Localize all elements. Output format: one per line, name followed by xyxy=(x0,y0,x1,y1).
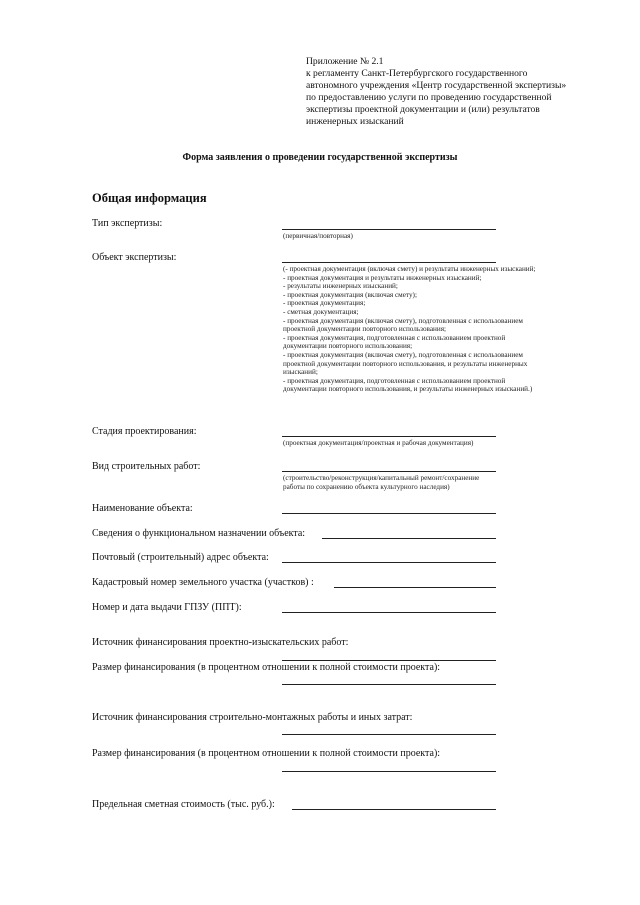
hint-line: проектной документации повторного использования, и результаты инженерных xyxy=(283,359,528,368)
finance-size-design-field[interactable] xyxy=(282,684,496,685)
expertise-object-hint xyxy=(283,265,535,394)
address-label: Почтовый (строительный) адрес объекта: xyxy=(92,552,269,563)
appendix-line: к регламенту Санкт-Петербургского государственного xyxy=(306,68,528,79)
hint-line: (строительство/реконструкция/капитальный ремонт/сохранение xyxy=(283,474,480,482)
appendix-line: экспертизы проектной документации и (или) результатов xyxy=(306,104,540,115)
design-stage-field[interactable] xyxy=(282,436,496,437)
hint-line: - проектная документация и результаты инженерных изысканий; xyxy=(283,273,482,282)
hint-line: проектной документации повторного использования; xyxy=(283,325,447,334)
hint-line: - проектная документация, подготовленная с использованием проектной xyxy=(283,333,506,342)
appendix-line: Приложение № 2.1 xyxy=(306,56,384,67)
finance-source-design-field[interactable] xyxy=(282,660,496,661)
hint-line: документации повторного использования; xyxy=(283,342,413,351)
construction-type-label: Вид строительных работ: xyxy=(92,461,201,472)
finance-source-construction-label: Источник финансирования строительно-монтажных работы и иных затрат: xyxy=(92,712,413,723)
hint-line: (- проектная документация (включая смету) и результаты инженерных изысканий; xyxy=(283,265,536,273)
appendix-line: автономного учреждения «Центр государственной экспертизы» xyxy=(306,80,567,91)
object-name-label: Наименование объекта: xyxy=(92,503,193,514)
expertise-object-field[interactable] xyxy=(282,262,496,263)
appendix-line: инженерных изысканий xyxy=(306,116,404,127)
form-title: Форма заявления о проведении государственной экспертизы xyxy=(182,152,458,163)
max-estimate-label: Предельная сметная стоимость (тыс. руб.): xyxy=(92,799,275,810)
gpzu-field[interactable] xyxy=(282,612,496,613)
construction-type-field[interactable] xyxy=(282,471,496,472)
functional-purpose-label: Сведения о функциональном назначении объекта: xyxy=(92,528,306,539)
functional-purpose-field[interactable] xyxy=(322,538,496,539)
address-field[interactable] xyxy=(282,562,496,563)
cadastral-label: Кадастровый номер земельного участка (участков) : xyxy=(92,577,314,588)
hint-line: - проектная документация (включая смету), подготовленная с использованием xyxy=(283,350,523,359)
expertise-type-label: Тип экспертизы: xyxy=(92,218,163,229)
expertise-type-field[interactable] xyxy=(282,229,496,230)
finance-size-construction-label: Размер финансирования (в процентном отношении к полной стоимости проекта): xyxy=(92,748,441,759)
hint-line: - результаты инженерных изысканий; xyxy=(283,282,398,291)
finance-size-construction-field[interactable] xyxy=(282,771,496,772)
max-estimate-field[interactable] xyxy=(292,809,496,810)
hint-line: работы по сохранению объекта культурного наследия) xyxy=(283,482,450,491)
finance-source-construction-field[interactable] xyxy=(282,734,496,735)
hint-line: - сметная документация; xyxy=(283,307,359,316)
appendix-header xyxy=(306,56,606,128)
hint-line: - проектная документация; xyxy=(283,299,366,308)
hint-line: - проектная документация (включая смету), подготовленная с использованием xyxy=(283,316,523,325)
expertise-type-hint: (первичная/повторная) xyxy=(283,232,353,240)
hint-line: изысканий; xyxy=(283,368,318,377)
section-title: Общая информация xyxy=(92,191,207,205)
cadastral-field[interactable] xyxy=(334,587,496,588)
appendix-line: по предоставлению услуги по проведению государственной xyxy=(306,92,552,103)
gpzu-label: Номер и дата выдачи ГПЗУ (ППТ): xyxy=(92,602,242,613)
expertise-object-label: Объект экспертизы: xyxy=(92,252,177,263)
finance-size-design-label: Размер финансирования (в процентном отношении к полной стоимости проекта): xyxy=(92,662,441,673)
hint-line: - проектная документация, подготовленная с использованием проектной xyxy=(283,376,506,385)
object-name-field[interactable] xyxy=(282,513,496,514)
design-stage-label: Стадия проектирования: xyxy=(92,426,197,437)
design-stage-hint: (проектная документация/проектная и рабочая документация) xyxy=(283,439,474,447)
hint-line: - проектная документация (включая смету); xyxy=(283,290,417,299)
hint-line: документации повторного использования, и результаты инженерных изысканий.) xyxy=(283,385,533,394)
finance-source-design-label: Источник финансирования проектно-изыскательских работ: xyxy=(92,637,349,648)
construction-type-hint xyxy=(283,474,479,491)
